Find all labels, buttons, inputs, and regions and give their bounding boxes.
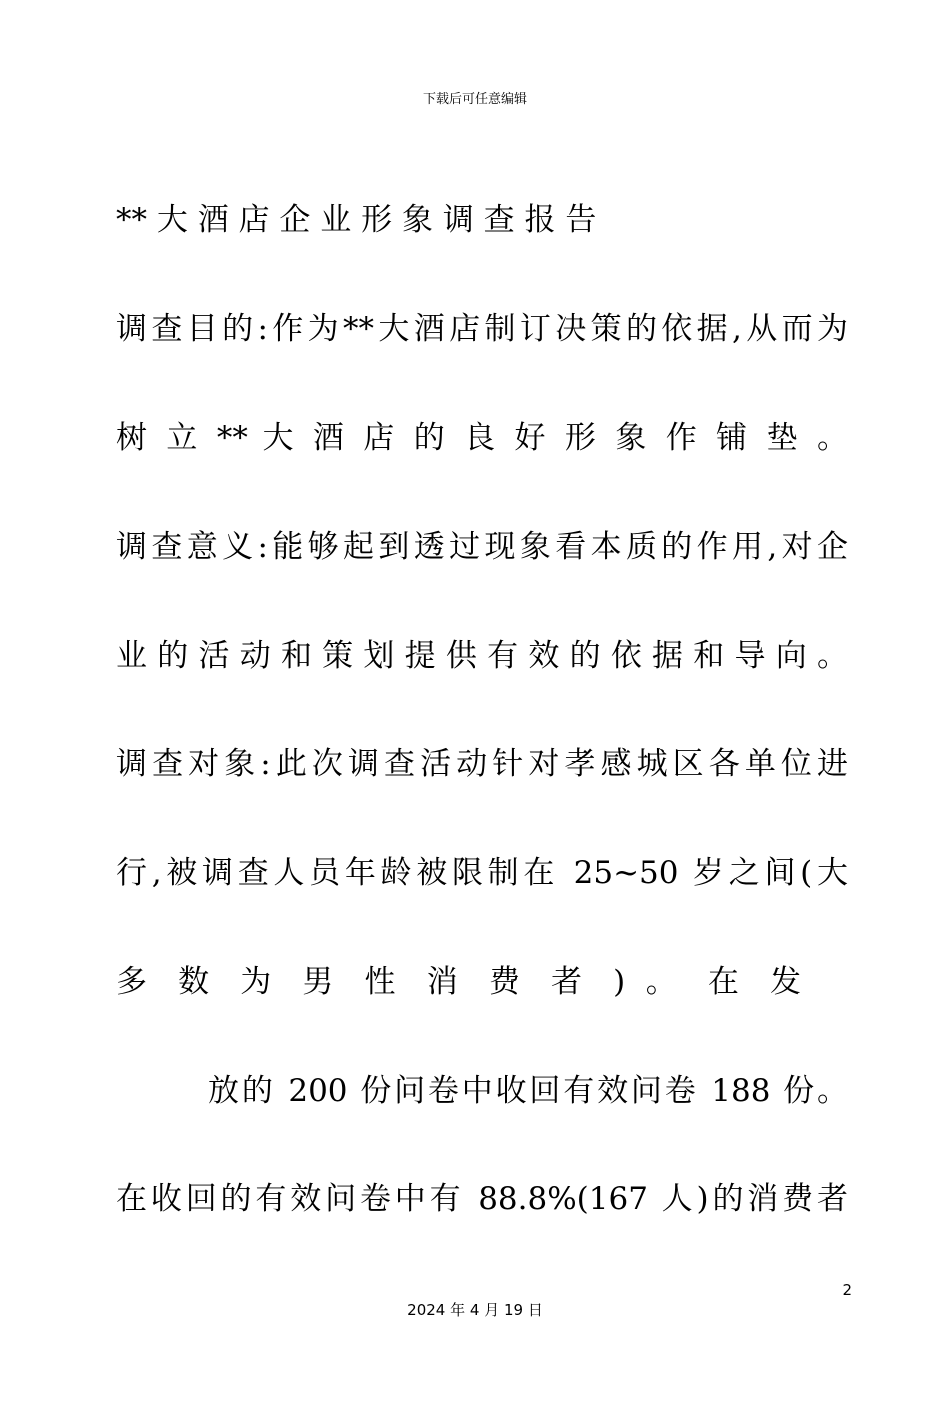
paragraph-line-7: 多 数 为 男 性 消 费 者 ) 。 在 发	[116, 964, 801, 1000]
paragraph-line-1: 调查目的:作为**大酒店制订决策的依据,从而为	[116, 311, 848, 347]
paragraph-line-3: 调查意义:能够起到透过现象看本质的作用,对企	[116, 529, 848, 565]
paragraph-line-6: 行,被调查人员年龄被限制在 25~50 岁之间(大	[116, 855, 848, 891]
paragraph-line-2: 树 立 ** 大 酒 店 的 良 好 形 象 作 铺 垫 。	[116, 420, 848, 456]
paragraph-line-8: 放的 200 份问卷中收回有效问卷 188 份。	[208, 1073, 848, 1109]
page-number: 2	[842, 1281, 852, 1299]
paragraph-line-9: 在收回的有效问卷中有 88.8%(167 人)的消费者	[116, 1181, 848, 1217]
paragraph-line-4: 业的活动和策划提供有效的依据和导向。	[116, 638, 848, 674]
document-title: ** 大 酒 店 企 业 形 象 调 查 报 告	[116, 202, 597, 238]
paragraph-line-5: 调查对象:此次调查活动针对孝感城区各单位进	[116, 746, 848, 782]
page-header: 下载后可任意编辑	[422, 92, 527, 107]
page-footer-date: 2024 年 4 月 19 日	[407, 1301, 543, 1319]
